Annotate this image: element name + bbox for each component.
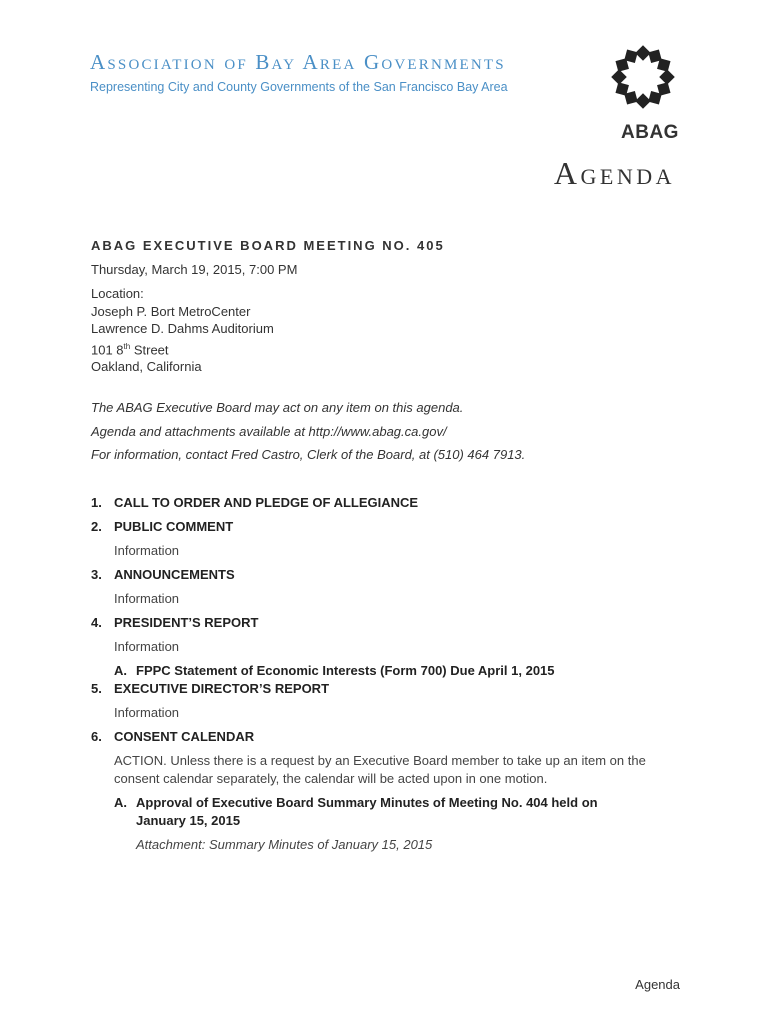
- item-heading: [91, 518, 691, 542]
- item-number: 1.: [91, 495, 102, 510]
- item-number: 6.: [91, 729, 102, 744]
- sub-item-letter: A.: [114, 795, 127, 810]
- sub-item-title: FPPC Statement of Economic Interests (Form 700) Due April 1, 2015: [136, 663, 555, 678]
- item-number: 2.: [91, 519, 102, 534]
- organization-name: Association of Bay Area Governments: [90, 50, 506, 74]
- item-type: Information: [114, 705, 180, 720]
- agenda-item: [91, 518, 691, 566]
- item-action-text: ACTION. Unless there is a request by an Executive Board member to take up an item on the consent calendar separately, the calendar will be acted upon in one motion.: [114, 753, 646, 786]
- item-heading: [91, 494, 691, 518]
- note-contact: For information, contact Fred Castro, Clerk of the Board, at (510) 464 7913.: [91, 447, 526, 462]
- street-number: 101 8: [91, 341, 124, 357]
- agenda-item: [91, 680, 691, 728]
- item-number: 5.: [91, 681, 102, 696]
- abag-ring-logo-icon: [610, 44, 676, 110]
- item-number: 4.: [91, 615, 102, 630]
- sub-item-heading: [114, 794, 691, 836]
- sub-item-title: Approval of Executive Board Summary Minutes of Meeting No. 404 held on: [136, 795, 598, 810]
- organization-tagline: Representing City and County Governments of the San Francisco Bay Area: [90, 80, 508, 94]
- street-name: Street: [130, 341, 169, 357]
- meeting-title: ABAG EXECUTIVE BOARD MEETING NO. 405: [91, 238, 445, 253]
- sub-item-attachment: Attachment: Summary Minutes of January 15, 2015: [136, 837, 433, 852]
- item-type: Information: [114, 543, 180, 558]
- item-heading: [91, 728, 691, 752]
- page-footer: Agenda: [635, 977, 680, 992]
- item-title: PRESIDENT’S REPORT: [114, 615, 259, 630]
- location-room: Lawrence D. Dahms Auditorium: [91, 321, 274, 336]
- item-title: ANNOUNCEMENTS: [114, 567, 235, 582]
- location-street: [91, 338, 274, 359]
- item-number: 3.: [91, 567, 102, 582]
- sub-item-letter: A.: [114, 663, 127, 678]
- item-title: EXECUTIVE DIRECTOR’S REPORT: [114, 681, 330, 696]
- location-label: Location:: [91, 286, 144, 301]
- agenda-item: [91, 566, 691, 614]
- meeting-location: [91, 285, 274, 376]
- item-heading: [91, 566, 691, 590]
- location-venue: Joseph P. Bort MetroCenter: [91, 303, 251, 319]
- item-title: PUBLIC COMMENT: [114, 519, 234, 534]
- street-suffix: th: [123, 341, 131, 351]
- agenda-items: [91, 494, 691, 854]
- document-title: Agenda: [553, 155, 675, 191]
- logo-wordmark: ABAG: [621, 122, 679, 143]
- agenda-item: [91, 494, 691, 518]
- item-title: CONSENT CALENDAR: [114, 729, 255, 744]
- item-title: CALL TO ORDER AND PLEDGE OF ALLEGIANCE: [114, 495, 419, 510]
- item-type: Information: [114, 591, 180, 606]
- location-city: Oakland, California: [91, 359, 202, 375]
- item-heading: [91, 680, 691, 704]
- note-attachments-link: Agenda and attachments available at http://www.abag.ca.gov/: [91, 423, 447, 439]
- agenda-item: [91, 614, 691, 686]
- item-type: Information: [114, 639, 180, 654]
- note-board-may-act: The ABAG Executive Board may act on any item on this agenda.: [91, 400, 464, 415]
- agenda-notes: [91, 400, 525, 471]
- sub-item-title-continued: January 15, 2015: [136, 813, 241, 828]
- agenda-item: [91, 728, 691, 854]
- meeting-date: Thursday, March 19, 2015, 7:00 PM: [91, 262, 298, 277]
- item-heading: [91, 614, 691, 638]
